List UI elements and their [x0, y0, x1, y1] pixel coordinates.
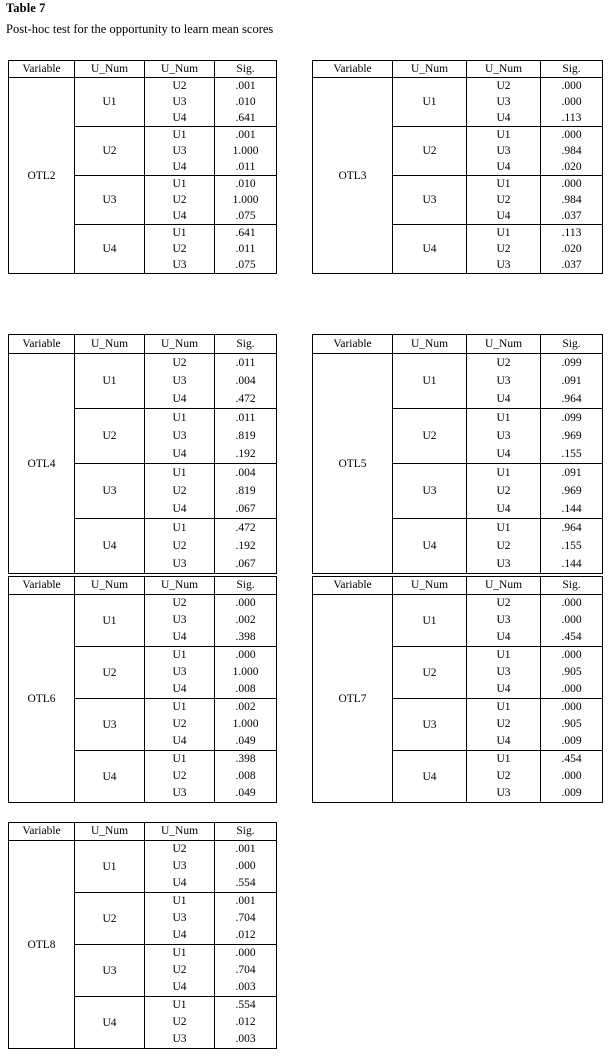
sig-value-cell: .001	[215, 893, 277, 911]
group-unum-cell: U1	[393, 354, 467, 409]
table-row	[9, 354, 277, 373]
sig-value-cell: .000	[215, 945, 277, 963]
compare-unum-cell: U3	[145, 1031, 215, 1049]
sig-value-cell: .003	[215, 1031, 277, 1049]
table-header-row	[9, 823, 277, 841]
column-header-sig: Sig.	[215, 823, 277, 841]
compare-unum-cell: U2	[467, 537, 541, 555]
sig-value-cell: .037	[541, 208, 603, 225]
compare-unum-cell: U4	[145, 733, 215, 751]
sig-value-cell: .819	[215, 427, 277, 445]
sig-value-cell: .000	[215, 858, 277, 875]
sig-value-cell: .012	[215, 927, 277, 945]
compare-unum-cell: U2	[145, 537, 215, 555]
sig-value-cell: .641	[215, 225, 277, 242]
table-row	[9, 841, 277, 859]
sig-value-cell: .020	[541, 159, 603, 176]
sig-value-cell: .704	[215, 962, 277, 979]
compare-unum-cell: U3	[145, 143, 215, 159]
variable-cell: OTL7	[313, 595, 393, 803]
sig-value-cell: .002	[215, 612, 277, 629]
sig-value-cell: .001	[215, 127, 277, 144]
compare-unum-cell: U4	[467, 500, 541, 519]
group-unum-cell: U3	[393, 464, 467, 519]
sig-value-cell: .000	[215, 647, 277, 665]
group-unum-cell: U2	[75, 127, 145, 176]
group-unum-cell: U1	[75, 841, 145, 893]
compare-unum-cell: U4	[145, 629, 215, 647]
compare-unum-cell: U1	[145, 176, 215, 193]
sig-value-cell: .000	[541, 127, 603, 144]
compare-unum-cell: U4	[467, 629, 541, 647]
sig-value-cell: .000	[215, 595, 277, 613]
compare-unum-cell: U3	[467, 94, 541, 110]
compare-unum-cell: U1	[145, 893, 215, 911]
compare-unum-cell: U2	[145, 768, 215, 785]
posthoc-table-otl3	[312, 60, 603, 274]
compare-unum-cell: U2	[145, 841, 215, 859]
column-header-u-num-2: U_Num	[145, 335, 215, 354]
sig-value-cell: .012	[215, 1014, 277, 1031]
table-label: Table 7	[6, 1, 46, 15]
sig-value-cell: .454	[541, 751, 603, 769]
compare-unum-cell: U1	[145, 225, 215, 242]
compare-unum-cell: U4	[145, 500, 215, 519]
sig-value-cell: .113	[541, 225, 603, 242]
group-unum-cell: U4	[75, 519, 145, 574]
compare-unum-cell: U1	[145, 945, 215, 963]
column-header-u-num-1: U_Num	[75, 823, 145, 841]
compare-unum-cell: U1	[145, 699, 215, 717]
compare-unum-cell: U4	[145, 445, 215, 464]
sig-value-cell: .037	[541, 257, 603, 274]
sig-value-cell: .641	[215, 110, 277, 127]
sig-value-cell: .113	[541, 110, 603, 127]
compare-unum-cell: U4	[467, 733, 541, 751]
sig-value-cell: .554	[215, 997, 277, 1015]
variable-cell: OTL8	[9, 841, 75, 1049]
column-header-u-num-1: U_Num	[393, 61, 467, 78]
compare-unum-cell: U1	[467, 409, 541, 428]
compare-unum-cell: U2	[145, 78, 215, 95]
sig-value-cell: .000	[541, 94, 603, 110]
sig-value-cell: .067	[215, 500, 277, 519]
compare-unum-cell: U3	[467, 612, 541, 629]
column-header-variable: Variable	[9, 335, 75, 354]
group-unum-cell: U3	[75, 699, 145, 751]
sig-value-cell: .091	[541, 372, 603, 390]
compare-unum-cell: U2	[145, 962, 215, 979]
group-unum-cell: U3	[393, 699, 467, 751]
compare-unum-cell: U2	[467, 192, 541, 208]
sig-value-cell: .003	[215, 979, 277, 997]
compare-unum-cell: U2	[145, 192, 215, 208]
compare-unum-cell: U1	[467, 519, 541, 538]
sig-value-cell: .011	[215, 241, 277, 257]
sig-value-cell: .964	[541, 390, 603, 409]
group-unum-cell: U2	[75, 893, 145, 945]
sig-value-cell: .819	[215, 482, 277, 500]
compare-unum-cell: U1	[145, 751, 215, 769]
sig-value-cell: .000	[541, 176, 603, 193]
column-header-variable: Variable	[9, 823, 75, 841]
sig-value-cell: .000	[541, 612, 603, 629]
sig-value-cell: .000	[541, 647, 603, 665]
compare-unum-cell: U2	[467, 482, 541, 500]
compare-unum-cell: U2	[467, 241, 541, 257]
sig-value-cell: .004	[215, 464, 277, 483]
compare-unum-cell: U3	[145, 372, 215, 390]
compare-unum-cell: U2	[467, 78, 541, 95]
sig-value-cell: .554	[215, 875, 277, 893]
compare-unum-cell: U1	[145, 519, 215, 538]
compare-unum-cell: U3	[145, 427, 215, 445]
sig-value-cell: .704	[215, 910, 277, 927]
group-unum-cell: U2	[393, 647, 467, 699]
compare-unum-cell: U3	[145, 94, 215, 110]
sig-value-cell: .144	[541, 500, 603, 519]
sig-value-cell: .155	[541, 445, 603, 464]
compare-unum-cell: U4	[145, 875, 215, 893]
compare-unum-cell: U2	[467, 768, 541, 785]
column-header-sig: Sig.	[215, 61, 277, 78]
group-unum-cell: U1	[75, 78, 145, 127]
compare-unum-cell: U4	[145, 979, 215, 997]
compare-unum-cell: U3	[145, 785, 215, 803]
sig-value-cell: .964	[541, 519, 603, 538]
compare-unum-cell: U3	[145, 858, 215, 875]
group-unum-cell: U3	[75, 945, 145, 997]
compare-unum-cell: U4	[467, 681, 541, 699]
table-row	[313, 354, 603, 373]
compare-unum-cell: U3	[467, 257, 541, 274]
column-header-u-num-2: U_Num	[145, 61, 215, 78]
compare-unum-cell: U3	[145, 612, 215, 629]
sig-value-cell: .004	[215, 372, 277, 390]
sig-value-cell: 1.000	[215, 664, 277, 681]
column-header-variable: Variable	[313, 577, 393, 595]
sig-value-cell: .002	[215, 699, 277, 717]
compare-unum-cell: U2	[145, 595, 215, 613]
compare-unum-cell: U1	[467, 127, 541, 144]
sig-value-cell: .011	[215, 354, 277, 373]
sig-value-cell: .020	[541, 241, 603, 257]
compare-unum-cell: U4	[145, 927, 215, 945]
compare-unum-cell: U4	[145, 110, 215, 127]
sig-value-cell: .008	[215, 681, 277, 699]
compare-unum-cell: U4	[467, 159, 541, 176]
column-header-u-num-2: U_Num	[467, 61, 541, 78]
table-row	[313, 78, 603, 95]
column-header-sig: Sig.	[541, 335, 603, 354]
compare-unum-cell: U1	[145, 464, 215, 483]
sig-value-cell: .009	[541, 785, 603, 803]
compare-unum-cell: U2	[467, 595, 541, 613]
group-unum-cell: U4	[393, 751, 467, 803]
group-unum-cell: U2	[75, 647, 145, 699]
sig-value-cell: .010	[215, 94, 277, 110]
compare-unum-cell: U4	[467, 390, 541, 409]
column-header-variable: Variable	[313, 61, 393, 78]
sig-value-cell: .099	[541, 354, 603, 373]
table-caption: Post-hoc test for the opportunity to learn mean scores	[6, 22, 274, 36]
compare-unum-cell: U3	[467, 555, 541, 574]
table-header-row	[9, 577, 277, 595]
table-header-row	[313, 577, 603, 595]
group-unum-cell: U3	[393, 176, 467, 225]
variable-cell: OTL6	[9, 595, 75, 803]
compare-unum-cell: U3	[145, 555, 215, 574]
sig-value-cell: .905	[541, 716, 603, 733]
sig-value-cell: .000	[541, 78, 603, 95]
column-header-u-num-2: U_Num	[145, 823, 215, 841]
compare-unum-cell: U2	[145, 716, 215, 733]
compare-unum-cell: U4	[145, 390, 215, 409]
sig-value-cell: .099	[541, 409, 603, 428]
column-header-variable: Variable	[9, 61, 75, 78]
compare-unum-cell: U1	[467, 751, 541, 769]
compare-unum-cell: U1	[145, 647, 215, 665]
column-header-u-num-2: U_Num	[467, 335, 541, 354]
group-unum-cell: U1	[393, 78, 467, 127]
column-header-u-num-1: U_Num	[75, 335, 145, 354]
posthoc-table-otl6	[8, 576, 277, 803]
posthoc-table-otl4	[8, 334, 277, 574]
sig-value-cell: .472	[215, 390, 277, 409]
sig-value-cell: .000	[541, 595, 603, 613]
column-header-sig: Sig.	[541, 61, 603, 78]
variable-cell: OTL3	[313, 78, 393, 274]
sig-value-cell: .192	[215, 537, 277, 555]
sig-value-cell: .454	[541, 629, 603, 647]
column-header-u-num-2: U_Num	[145, 577, 215, 595]
column-header-u-num-2: U_Num	[467, 577, 541, 595]
posthoc-table-otl5	[312, 334, 603, 574]
variable-cell: OTL4	[9, 354, 75, 574]
sig-value-cell: .075	[215, 257, 277, 274]
sig-value-cell: .398	[215, 751, 277, 769]
column-header-sig: Sig.	[215, 335, 277, 354]
sig-value-cell: .398	[215, 629, 277, 647]
compare-unum-cell: U3	[145, 257, 215, 274]
compare-unum-cell: U2	[145, 241, 215, 257]
sig-value-cell: .000	[541, 768, 603, 785]
sig-value-cell: .000	[541, 681, 603, 699]
posthoc-table-otl8	[8, 822, 277, 1049]
sig-value-cell: .905	[541, 664, 603, 681]
sig-value-cell: .969	[541, 482, 603, 500]
compare-unum-cell: U1	[145, 409, 215, 428]
group-unum-cell: U4	[393, 225, 467, 274]
sig-value-cell: .008	[215, 768, 277, 785]
compare-unum-cell: U3	[467, 664, 541, 681]
sig-value-cell: .075	[215, 208, 277, 225]
group-unum-cell: U4	[393, 519, 467, 574]
compare-unum-cell: U2	[145, 482, 215, 500]
sig-value-cell: .144	[541, 555, 603, 574]
sig-value-cell: .001	[215, 78, 277, 95]
variable-cell: OTL2	[9, 78, 75, 274]
compare-unum-cell: U2	[145, 354, 215, 373]
group-unum-cell: U2	[393, 127, 467, 176]
sig-value-cell: 1.000	[215, 716, 277, 733]
sig-value-cell: 1.000	[215, 143, 277, 159]
group-unum-cell: U4	[75, 225, 145, 274]
column-header-variable: Variable	[313, 335, 393, 354]
table-header-row	[9, 335, 277, 354]
compare-unum-cell: U4	[145, 159, 215, 176]
sig-value-cell: .192	[215, 445, 277, 464]
sig-value-cell: .984	[541, 143, 603, 159]
sig-value-cell: .155	[541, 537, 603, 555]
compare-unum-cell: U2	[467, 354, 541, 373]
compare-unum-cell: U1	[467, 464, 541, 483]
sig-value-cell: .011	[215, 409, 277, 428]
compare-unum-cell: U3	[145, 910, 215, 927]
group-unum-cell: U4	[75, 751, 145, 803]
sig-value-cell: 1.000	[215, 192, 277, 208]
sig-value-cell: .011	[215, 159, 277, 176]
sig-value-cell: .010	[215, 176, 277, 193]
compare-unum-cell: U1	[145, 127, 215, 144]
column-header-u-num-1: U_Num	[75, 61, 145, 78]
compare-unum-cell: U1	[467, 225, 541, 242]
compare-unum-cell: U3	[145, 664, 215, 681]
variable-cell: OTL5	[313, 354, 393, 574]
compare-unum-cell: U4	[145, 681, 215, 699]
compare-unum-cell: U1	[467, 699, 541, 717]
group-unum-cell: U3	[75, 464, 145, 519]
column-header-u-num-1: U_Num	[75, 577, 145, 595]
table-header-row	[313, 335, 603, 354]
column-header-u-num-1: U_Num	[393, 335, 467, 354]
sig-value-cell: .472	[215, 519, 277, 538]
column-header-sig: Sig.	[215, 577, 277, 595]
group-unum-cell: U2	[75, 409, 145, 464]
compare-unum-cell: U4	[467, 208, 541, 225]
group-unum-cell: U1	[75, 595, 145, 647]
table-row	[313, 595, 603, 613]
compare-unum-cell: U3	[467, 372, 541, 390]
group-unum-cell: U3	[75, 176, 145, 225]
sig-value-cell: .049	[215, 785, 277, 803]
compare-unum-cell: U4	[145, 208, 215, 225]
posthoc-table-otl7	[312, 576, 603, 803]
compare-unum-cell: U4	[467, 445, 541, 464]
sig-value-cell: .067	[215, 555, 277, 574]
compare-unum-cell: U2	[145, 1014, 215, 1031]
compare-unum-cell: U1	[145, 997, 215, 1015]
sig-value-cell: .049	[215, 733, 277, 751]
group-unum-cell: U2	[393, 409, 467, 464]
column-header-sig: Sig.	[541, 577, 603, 595]
posthoc-table-otl2	[8, 60, 277, 274]
sig-value-cell: .000	[541, 699, 603, 717]
group-unum-cell: U4	[75, 997, 145, 1049]
table-row	[9, 78, 277, 95]
sig-value-cell: .091	[541, 464, 603, 483]
compare-unum-cell: U1	[467, 647, 541, 665]
table-row	[9, 595, 277, 613]
table-header-row	[313, 61, 603, 78]
group-unum-cell: U1	[393, 595, 467, 647]
column-header-u-num-1: U_Num	[393, 577, 467, 595]
sig-value-cell: .009	[541, 733, 603, 751]
sig-value-cell: .001	[215, 841, 277, 859]
compare-unum-cell: U3	[467, 143, 541, 159]
sig-value-cell: .969	[541, 427, 603, 445]
compare-unum-cell: U4	[467, 110, 541, 127]
group-unum-cell: U1	[75, 354, 145, 409]
compare-unum-cell: U2	[467, 716, 541, 733]
compare-unum-cell: U3	[467, 785, 541, 803]
table-header-row	[9, 61, 277, 78]
compare-unum-cell: U1	[467, 176, 541, 193]
column-header-variable: Variable	[9, 577, 75, 595]
compare-unum-cell: U3	[467, 427, 541, 445]
sig-value-cell: .984	[541, 192, 603, 208]
